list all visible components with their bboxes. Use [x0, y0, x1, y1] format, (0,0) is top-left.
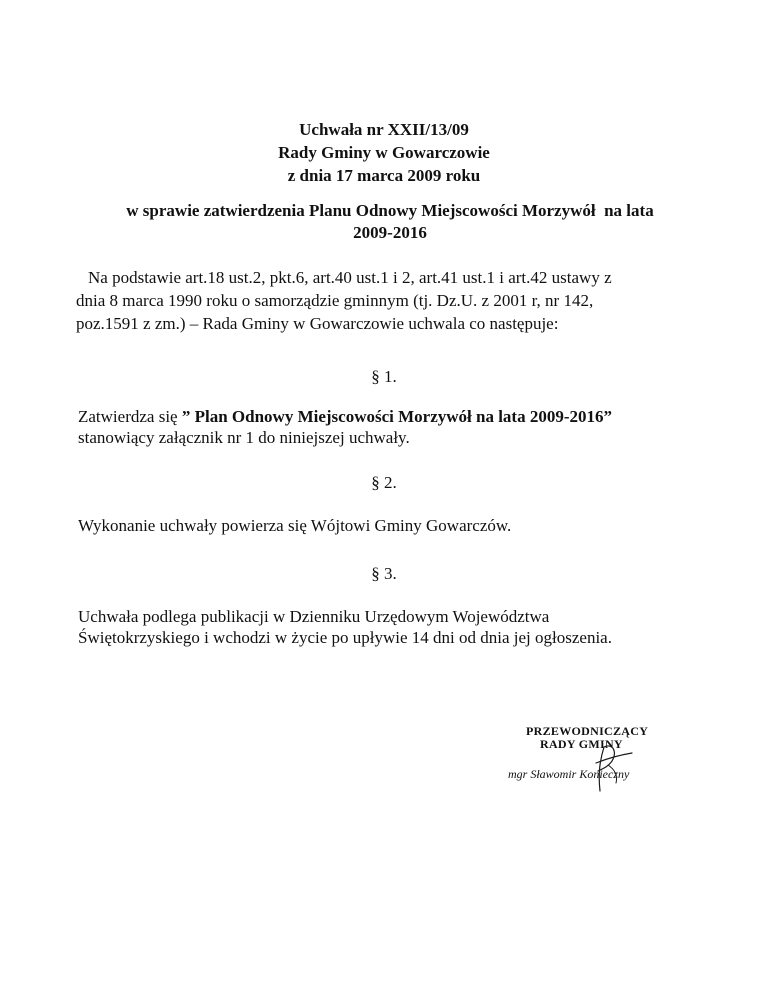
subject-line-2: 2009-2016	[353, 223, 427, 242]
section-1-line-1	[78, 406, 718, 427]
signatory-subtitle: RADY GMINY	[540, 737, 623, 751]
plan-title: ” Plan Odnowy Miejscowości Morzywół na lata 2009-2016”	[181, 407, 612, 426]
council-name: Rady Gminy w Gowarczowie	[278, 143, 490, 162]
section-sign-3: § 3.	[371, 564, 397, 583]
section-2-text	[78, 515, 718, 536]
section-1-text	[78, 406, 718, 448]
resolution-subject	[60, 200, 720, 244]
section-sign-2: § 2.	[371, 473, 397, 492]
section-sign-1: § 1.	[371, 367, 397, 386]
section-3-line-2: Świętokrzyskiego i wchodzi w życie po upływie 14 dni od dnia jej ogłoszenia.	[78, 628, 612, 647]
section-1-line-2: stanowiący załącznik nr 1 do niniejszej uchwały.	[78, 428, 410, 447]
signature-block	[500, 725, 700, 795]
basis-line-2: dnia 8 marca 1990 roku o samorządzie gminnym (tj. Dz.U. z 2001 r, nr 142,	[76, 291, 594, 310]
signatory-title: PRZEWODNICZĄCY	[526, 724, 649, 738]
resolution-date: z dnia 17 marca 2009 roku	[287, 166, 481, 185]
resolution-header	[0, 118, 768, 187]
legal-basis	[76, 266, 716, 335]
signatory-name: mgr Sławomir Konieczny	[508, 767, 630, 781]
section-3-line-1: Uchwała podlega publikacji w Dzienniku Urzędowym Województwa	[78, 607, 550, 626]
basis-line-1: Na podstawie art.18 ust.2, pkt.6, art.40 ust.1 i 2, art.41 ust.1 i art.42 ustawy z	[88, 268, 612, 287]
resolution-number: Uchwała nr XXII/13/09	[299, 120, 469, 139]
basis-line-3: poz.1591 z zm.) – Rada Gminy w Gowarczowie uchwala co następuje:	[76, 314, 559, 333]
section-3-text	[78, 606, 718, 648]
section-2-line-1: Wykonanie uchwały powierza się Wójtowi Gminy Gowarczów.	[78, 516, 512, 535]
subject-line-1: w sprawie zatwierdzenia Planu Odnowy Miejscowości Morzywół na lata	[126, 201, 654, 220]
section-1-prefix: Zatwierdza się	[78, 407, 182, 426]
